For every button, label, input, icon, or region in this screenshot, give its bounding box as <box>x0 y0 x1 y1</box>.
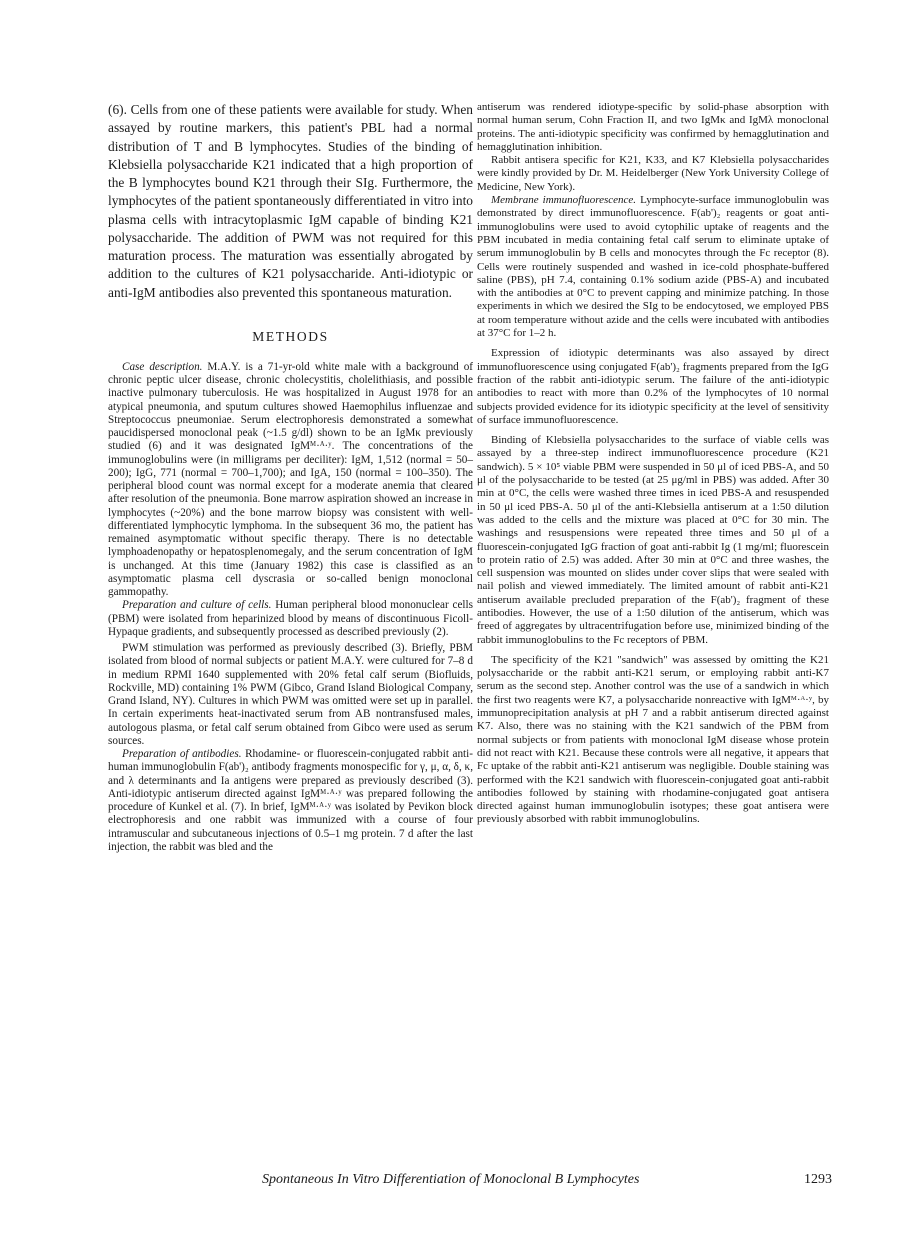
cell-preparation-paragraph <box>108 599 473 639</box>
antibodies-text: Rhodamine- or fluorescein-conjugated rabbit anti-human immunoglobulin F(ab')₂ antibody fragments monospecific for γ, μ, α, δ, κ, and λ determinants and Ia antigens were prepared as previously described (3). Anti-idiotypic antiserum directed against IgMᴹ·ᴬ·ʸ was prepared following the procedure of Kunkel et al. (7). In brief, IgMᴹ·ᴬ·ʸ was isolated by Pevikon block electrophoresis and one rabbit was immunized with a course of four intramuscular and subcutaneous injections of 0.5–1 mg protein. 7 d after the last injection, the rabbit was bled and the <box>108 748 474 853</box>
rabbit-antisera-paragraph: Rabbit antisera specific for K21, K33, and K7 Klebsiella polysaccharides were kindly provided by Dr. M. Heidelberger (New York University College of Medicine, New York). <box>477 154 829 193</box>
methods-heading: METHODS <box>252 328 329 344</box>
cell-preparation-text: Human peripheral blood mononuclear cells (PBM) were isolated from heparinized blood by means of discontinuous Ficoll-Hypaque gradients, and subsequently processed as described previously (2). <box>108 599 473 638</box>
sandwich-specificity-paragraph: The specificity of the K21 "sandwich" was assessed by omitting the K21 polysaccharide or the rabbit anti-K21 serum, or employing rabbit anti-K7 serum as the second step. Another control was the use of a sandwich in which the first two reagents were K7, a polysaccharide nonreactive with IgMᴹ·ᴬ·ʸ, by immunoprecipitation analysis at pH 7 and a rabbit antiserum directed against K7. Also, there was no staining with the K21 sandwich of the PBM from normal subjects or from patients with monoclonal IgM disease whose protein did not react with K21. Because these controls were all negative, it appears that Fc uptake of the rabbit anti-K21 antiserum was negligible. Double staining was performed with the K21 sandwich with fluorescein-conjugated goat anti-rabbit antibodies followed by staining with rhodamine-conjugated goat antisera directed against human immunoglobulin isotypes; these goat antisera were previously absorbed with rabbit immunoglobulins. <box>477 653 829 826</box>
antiserum-continued-paragraph: antiserum was rendered idiotype-specific by solid-phase absorption with normal human serum, Cohn Fraction II, and two IgMκ and IgMλ monoclonal proteins. The anti-idiotypic specificity was confirmed by hemagglutination and hemagglutination inhibition. <box>477 101 829 153</box>
left-column <box>108 101 473 854</box>
membrane-immunofluorescence-paragraph <box>477 194 829 340</box>
cell-preparation-title: Preparation and culture of cells. <box>122 599 272 612</box>
intro-paragraph: (6). Cells from one of these patients were available for study. When assayed by routine markers, this patient's PBL had a normal distribution of T and B lymphocytes. Studies of the binding of Klebsiella polysaccharide K21 indicated that a high proportion of the B lymphocytes bound K21 through their SIg. Furthermore, the lymphocytes of the patient spontaneously differentiated in vitro into plasma cells with intracytoplasmic IgM capable of binding K21 polysaccharide. The addition of PWM was not required for this maturation process. The maturation was essentially abrogated by addition to the cultures of K21 polysaccharide. Anti-idiotypic or anti-IgM antibodies also prevented this spontaneous maturation. <box>108 102 473 300</box>
idiotypic-determinants-paragraph: Expression of idiotypic determinants was also assayed by direct immunofluorescence using conjugated F(ab')₂ fragments prepared from the IgG fraction of the rabbit anti-idiotypic serum. The failure of the anti-idiotypic antibodies to react with more than 0.2% of the lymphocytes of 10 normal subjects provided evidence for its idiotypic specificity at the level of sensitivity of surface immunofluorescence. <box>477 347 829 426</box>
antibodies-paragraph <box>108 748 473 854</box>
klebsiella-binding-paragraph: Binding of Klebsiella polysaccharides to the surface of viable cells was assayed by a three-step indirect immunofluorescence procedure (K21 sandwich). 5 × 10⁵ viable PBM were suspended in 50 μl of iced PBS-A, and 50 μl of the polysaccharide to be tested (at 25 μg/ml in PBS) was added. After 30 min at 0°C, the cells were washed three times in iced PBS-A and resuspended in 50 μl iced PBS-A. 50 μl of the anti-Klebsiella antiserum at a 1:50 dilution was added to the cells and the mixture was placed at 0°C for 30 min. The washings and resuspensions were repeated three times and 50 μl of a fluorescein-conjugated IgG fraction of goat anti-rabbit Ig (1 mg/ml; fluorescein to protein ratio of 2.5) was added. After 30 min at 0°C and three washes, the cell suspension was mounted on slides under cover slips that were sealed with nail polish and viewed immediately. The limited amount of rabbit anti-K21 antiserum available precluded preparation of the F(ab')₂ fragment of these antibodies. However, the use of a 1:50 dilution of the antiserum, which was freed of aggregates by ultracentrifugation before use, minimized binding of the rabbit immunoglobulins to the Fc receptors of PBM. <box>477 434 829 646</box>
case-description-text: M.A.Y. is a 71-yr-old white male with a background of chronic peptic ulcer disease, chronic cholecystitis, cholelithiasis, and possible inactive pulmonary tuberculosis. He was hospitalized in August 1978 for an atypical pneumonia, and sputum cultures showed Haemophilus influenzae and Streptococcus pneumoniae. Serum electrophoresis demonstrated a somewhat paucidispersed monoclonal peak (~1.5 g/dl) shown to be an IgMκ previously studied (6) and it was designated IgMᴹ·ᴬ·ʸ. The concentrations of the immunoglobulins were (in milligrams per deciliter): IgM, 1,512 (normal = 50–200); IgG, 771 (normal = 700–1,700); and IgA, 150 (normal = 100–350). The peripheral blood count was normal except for a moderate anemia that cleared after resolution of the pneumonia. Bone marrow aspiration showed an increase in lymphocytes (~20%) and the bone marrow biopsy was consistent with well-differentiated lymphocytic lymphoma. In the subsequent 36 mo, the patient has remained asymptomatic without specific therapy. There is no detectable lymphoadenopathy or hepatosplenomegaly, and the serum concentration of IgM is unchanged. At this time (January 1982) this case is classified as an asymptomatic plasma cell dyscrasia or so-called benign monoclonal gammopathy. <box>108 360 474 598</box>
case-description-title: Case description. <box>122 360 203 373</box>
antibodies-title: Preparation of antibodies. <box>122 748 242 760</box>
membrane-immunofluorescence-title: Membrane immunofluorescence. <box>491 194 637 207</box>
right-column <box>477 101 829 827</box>
running-title: Spontaneous In Vitro Differentiation of Monoclonal B Lymphocytes <box>262 1172 640 1187</box>
case-description-paragraph <box>108 361 473 600</box>
membrane-immunofluorescence-text: Lymphocyte-surface immunoglobulin was demonstrated by direct immunofluorescence. F(ab')₂ reagents or goat anti-immunoglobulins were used to avoid cytophilic uptake of reagents and the PBM incubated in media containing fetal calf serum to eliminate uptake of serum immunoglobulin by B cells and monocytes through the Fc receptor (8). Cells were routinely suspended and washed in ice-cold phosphate-buffered saline (PBS), pH 7.4, containing 0.1% sodium azide (PBS-A) and incubated with the antibodies at 0°C to prevent capping and minimize patching. In those experiments in which we desired the SIg to be endocytosed, we employed PBS at room temperature without azide and the cells were incubated with antibodies at 37°C for 1–2 h. <box>477 194 829 340</box>
page-number: 1293 <box>804 1172 832 1187</box>
pwm-stimulation-paragraph: PWM stimulation was performed as previously described (3). Briefly, PBM isolated from blood of normal subjects or patient M.A.Y. were cultured for 7–8 d in medium RPMI 1640 supplemented with 20% fetal calf serum (Biofluids, Rockville, MD) containing 1% PWM (Gibco, Grand Island Biological Company, Grand Island, NY). Cultures in which PWM was omitted were set up in parallel. In certain experiments heat-inactivated serum from AB nontransfused males, autologous plasma, or fetal calf serum obtained from Gibco were used as serum sources. <box>108 642 473 747</box>
